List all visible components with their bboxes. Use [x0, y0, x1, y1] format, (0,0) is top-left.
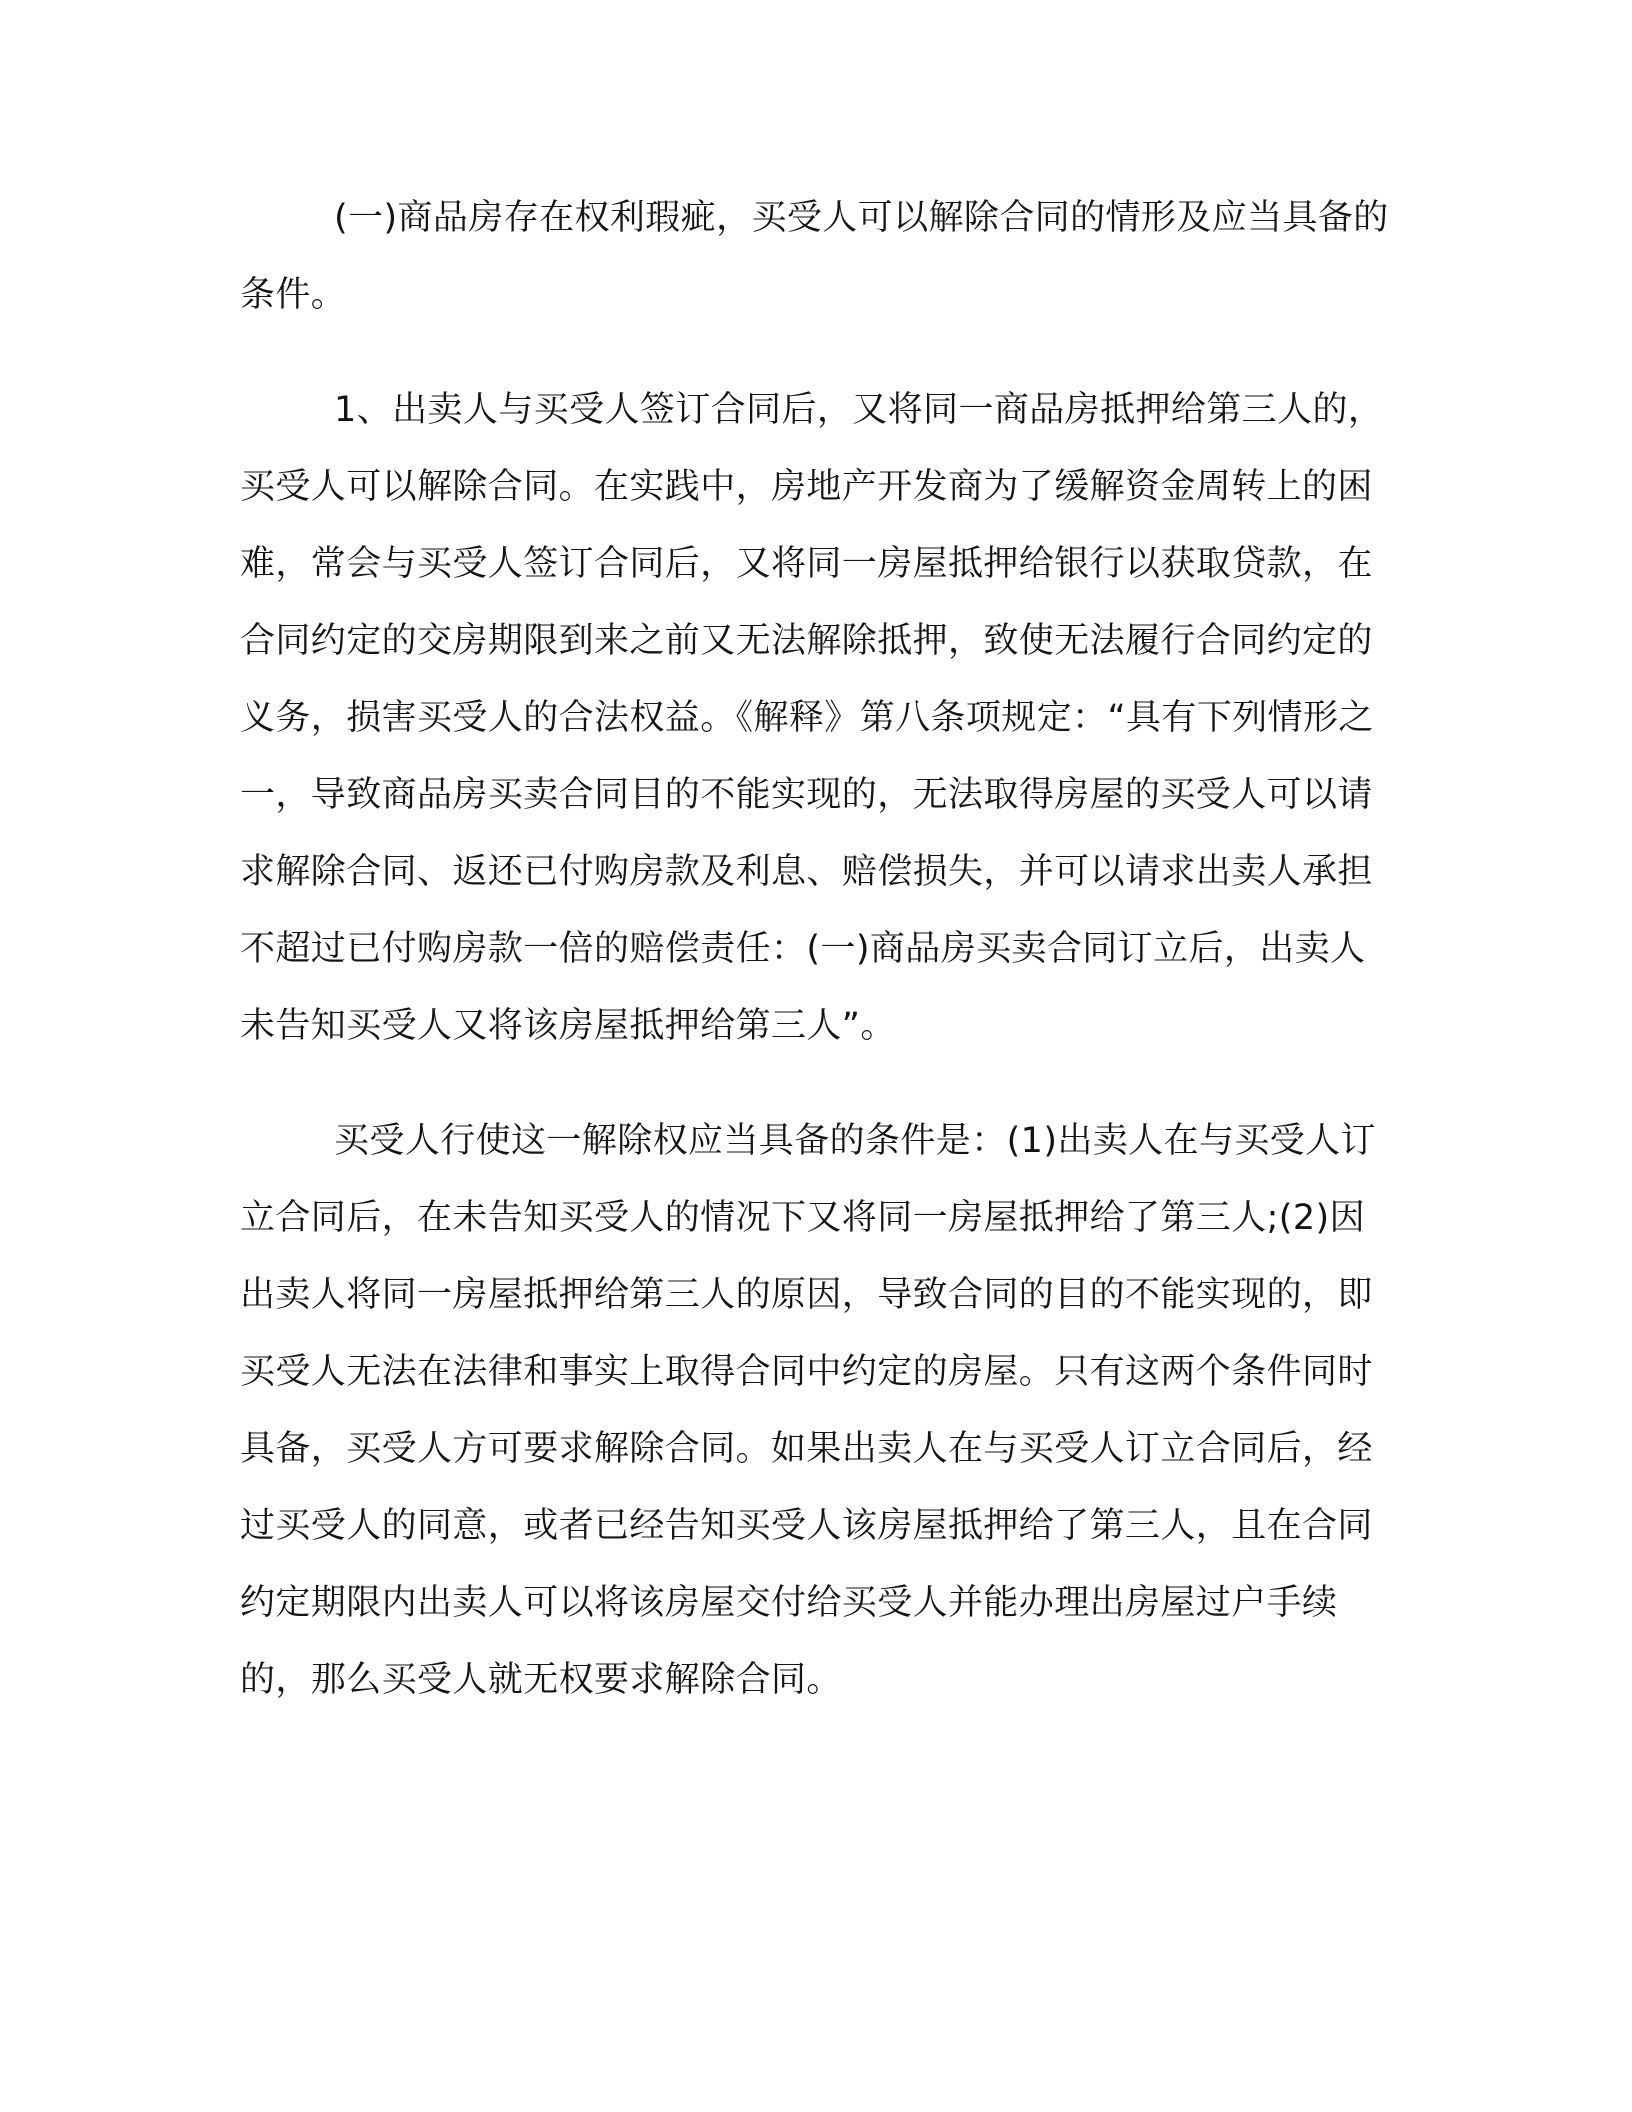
document-body	[240, 180, 1390, 1719]
paragraph-conditions: 买受人行使这一解除权应当具备的条件是：(1)出卖人在与买受人订立合同后，在未告知买受人的情况下又将同一房屋抵押给了第三人;(2)因出卖人将同一房屋抵押给第三人的原因，导致合同的目的不能实现的，即买受人无法在法律和事实上取得合同中约定的房屋。只有这两个条件同时具备，买受人方可要求解除合同。如果出卖人在与买受人订立合同后，经过买受人的同意，或者已经告知买受人该房屋抵押给了第三人，且在合同约定期限内出卖人可以将该房屋交付给买受人并能办理出房屋过户手续的，那么买受人就无权要求解除合同。	[240, 1121, 1376, 1700]
paragraph-mortgage-rule: 1、出卖人与买受人签订合同后，又将同一商品房抵押给第三人的，买受人可以解除合同。在实践中，房地产开发商为了缓解资金周转上的困难，常会与买受人签订合同后，又将同一房屋抵押给银行以获取贷款，在合同约定的交房期限到来之前又无法解除抵押，致使无法履行合同约定的义务，损害买受人的合法权益。《解释》第八条项规定：“具有下列情形之一，导致商品房买卖合同目的不能实现的，无法取得房屋的买受人可以请求解除合同、返还已付购房款及利息、赔偿损失，并可以请求出卖人承担不超过已付购房款一倍的赔偿责任：(一)商品房买卖合同订立后，出卖人未告知买受人又将该房屋抵押给第三人”。	[240, 390, 1384, 1046]
paragraph-heading: (一)商品房存在权利瑕疵，买受人可以解除合同的情形及应当具备的条件。	[240, 198, 1389, 315]
